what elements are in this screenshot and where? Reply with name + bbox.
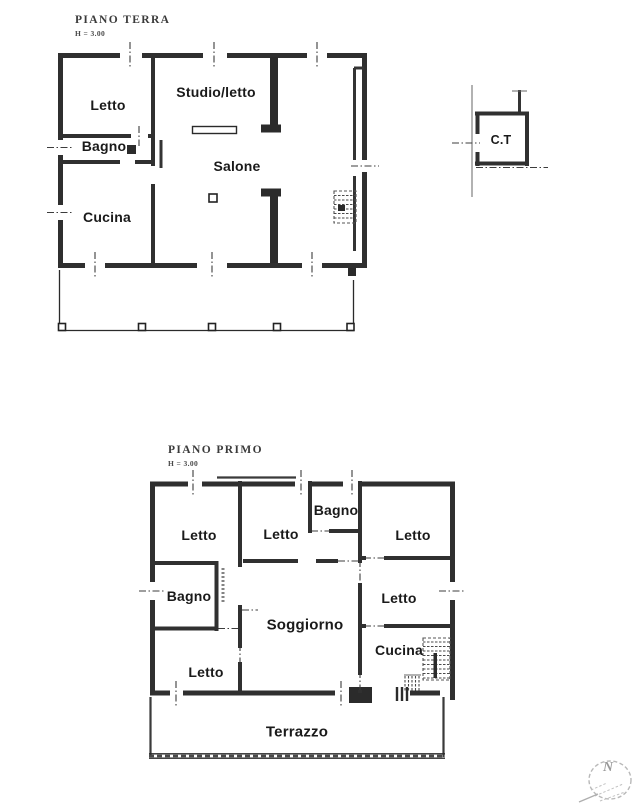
ground-floor-height-note: H = 3.00 <box>75 29 106 38</box>
room-label-ff-letto-n: Letto <box>263 526 299 542</box>
first-floor-title: PIANO PRIMO <box>168 444 263 456</box>
room-label-gf-letto: Letto <box>90 97 126 113</box>
room-label-ff-letto-ne: Letto <box>395 527 431 543</box>
room-label-ff-soggiorno: Soggiorno <box>266 616 344 634</box>
gf-salone-pillar <box>209 194 217 202</box>
room-label-ff-letto-nw: Letto <box>181 527 217 543</box>
room-label-ff-letto-sw: Letto <box>188 664 224 680</box>
gf-porch <box>59 270 355 331</box>
room-label-ff-bagno-n: Bagno <box>313 502 359 518</box>
gf-corner-pier <box>348 268 356 276</box>
room-label-ff-letto-e: Letto <box>381 590 417 606</box>
room-label-ff-terrazzo: Terrazzo <box>265 723 329 741</box>
gf-door-leaf-mark <box>127 145 136 154</box>
room-label-gf-studio-letto: Studio/letto <box>176 84 256 100</box>
ground-floor-title: PIANO TERRA <box>75 14 171 26</box>
first-floor-height-note: H = 3.00 <box>168 459 199 468</box>
room-label-ff-cucina: Cucina <box>375 642 423 658</box>
room-label-ct: C.T <box>490 133 512 147</box>
north-compass-stamp <box>579 760 631 802</box>
room-label-gf-bagno: Bagno <box>81 138 127 154</box>
room-label-gf-salone: Salone <box>213 158 261 174</box>
gf-partition-counter <box>193 127 237 134</box>
first-floor-plan <box>139 470 466 758</box>
north-letter: N <box>603 760 614 775</box>
room-label-ff-bagno-w: Bagno <box>166 588 212 604</box>
gf-staircase <box>334 191 356 223</box>
room-label-gf-cucina: Cucina <box>83 209 131 225</box>
ff-interior-walls <box>150 481 455 693</box>
